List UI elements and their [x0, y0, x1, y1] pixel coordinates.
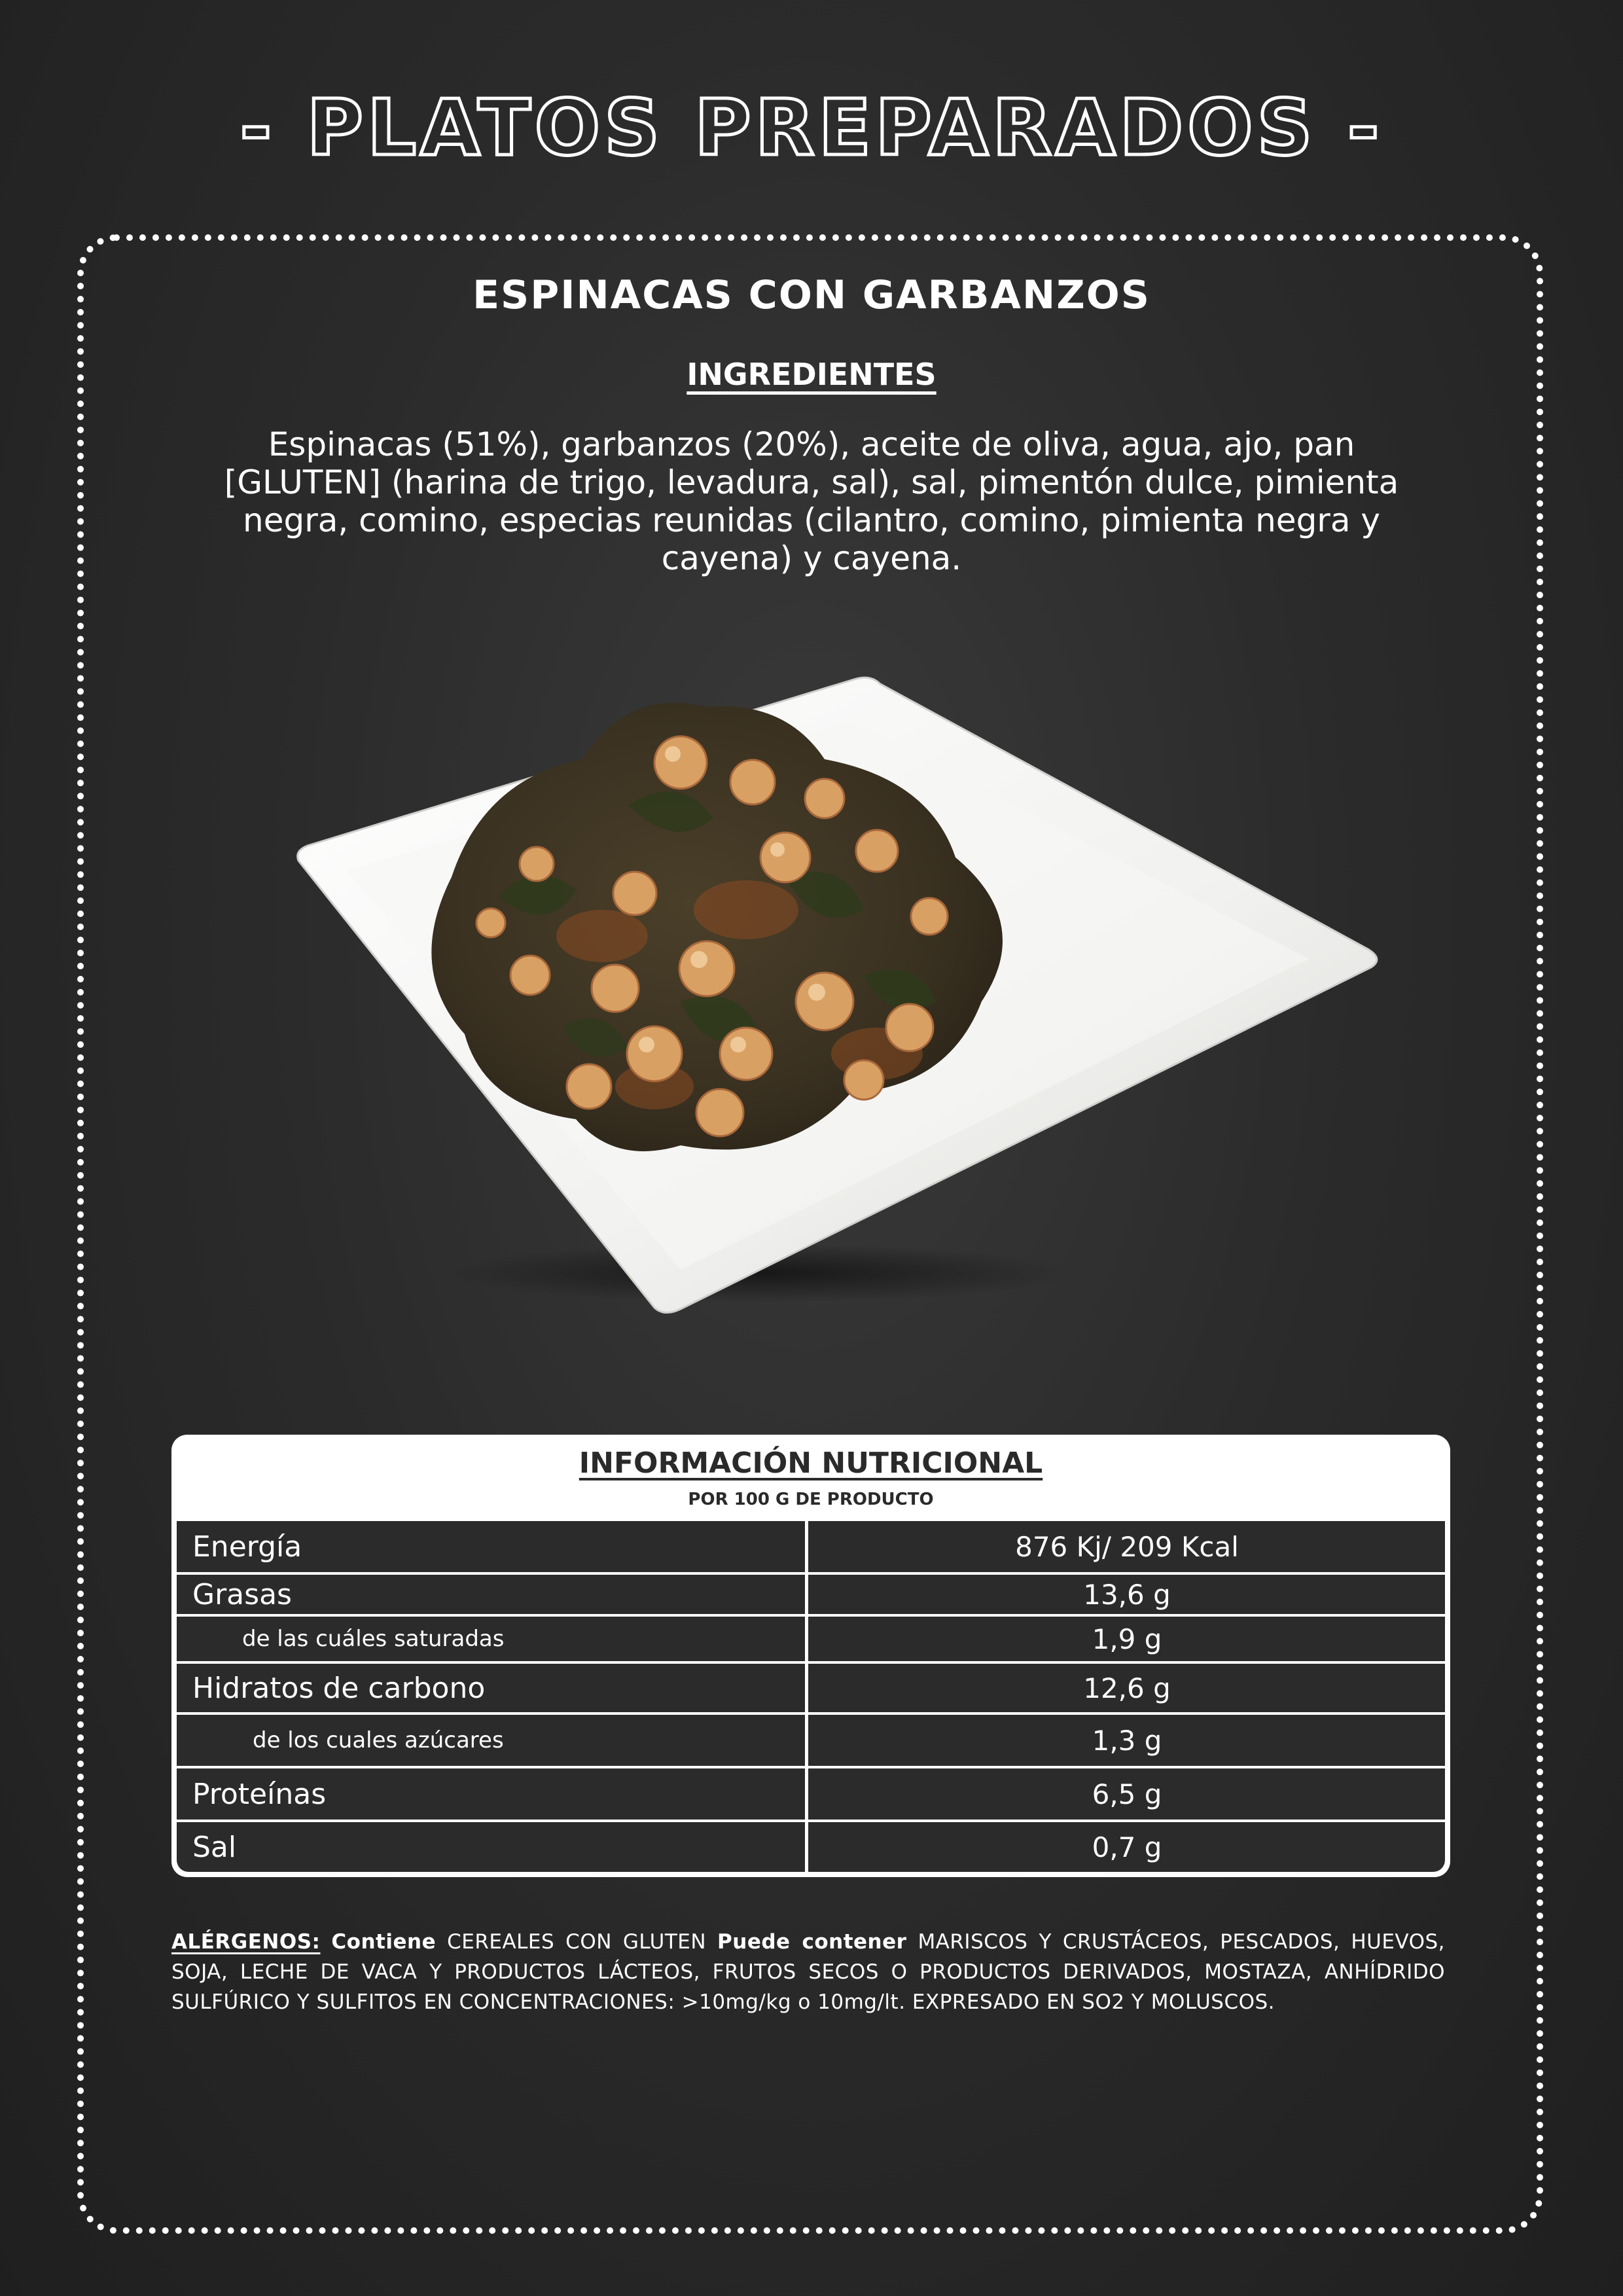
row-value: 876 Kj/ 209 Kcal: [1015, 1530, 1239, 1563]
row-value: 1,3 g: [1092, 1724, 1162, 1757]
table-row: [177, 1664, 1445, 1715]
allergens-notice: [171, 1927, 1445, 2017]
may-contain-text: MARISCOS Y CRUSTÁCEOS, PESCADOS, HUEVOS, SOJA, LECHE DE VACA Y PRODUCTOS LÁCTEOS, FRUTOS SECOS O PRODUCTOS DERIVADOS, MOSTAZA, ANHÍDRIDO SULFÚRICO Y SULFITOS EN CONCENTRACIONES: >10mg/kg o 10mg/lt. EXPRESADO EN SO2 Y MOLUSCOS.: [171, 1930, 1446, 2014]
row-value: 12,6 g: [1083, 1672, 1171, 1704]
row-value: 0,7 g: [1092, 1831, 1162, 1863]
contains-label: Contiene: [331, 1930, 437, 1954]
product-title: ESPINACAS CON GARBANZOS: [473, 272, 1150, 318]
row-label: de los cuales azúcares: [253, 1727, 504, 1753]
allergens-label: ALÉRGENOS:: [171, 1930, 321, 1954]
nutrition-table: [177, 1521, 1445, 1872]
ingredients-heading: INGREDIENTES: [687, 357, 936, 392]
row-label: de las cuáles saturadas: [242, 1626, 505, 1652]
ingredients-text: Espinacas (51%), garbanzos (20%), aceite de oliva, agua, ajo, pan [GLUTEN] (harina de trigo, levadura, sal), sal, pimentón dulce, pimienta negra, comino, especias reunidas (cilantro, comino, pimienta negra y cayena) y cayena.: [224, 425, 1399, 577]
nutrition-title: INFORMACIÓN NUTRICIONAL: [579, 1446, 1043, 1480]
table-row: [177, 1715, 1445, 1768]
table-row: [177, 1521, 1445, 1575]
row-value: 1,9 g: [1092, 1623, 1162, 1655]
row-value: 6,5 g: [1092, 1778, 1162, 1810]
category-title: - PLATOS PREPARADOS -: [240, 82, 1383, 173]
row-label: Grasas: [192, 1577, 292, 1611]
table-row: [177, 1768, 1445, 1822]
row-value: 13,6 g: [1083, 1578, 1171, 1611]
nutrition-panel: [171, 1435, 1450, 1877]
may-contain-label: Puede contener: [717, 1930, 907, 1954]
dish-photo: [288, 661, 1387, 1335]
table-row: [177, 1617, 1445, 1664]
row-label: Sal: [192, 1830, 237, 1864]
table-row: [177, 1822, 1445, 1872]
nutrition-subtitle: POR 100 G DE PRODUCTO: [688, 1490, 934, 1509]
contains-text: CEREALES CON GLUTEN: [447, 1930, 707, 1954]
dish-illustration: [288, 661, 1387, 1335]
table-row: [177, 1575, 1445, 1617]
row-label: Hidratos de carbono: [192, 1671, 486, 1705]
row-label: Proteínas: [192, 1777, 327, 1811]
row-label: Energía: [192, 1530, 302, 1564]
